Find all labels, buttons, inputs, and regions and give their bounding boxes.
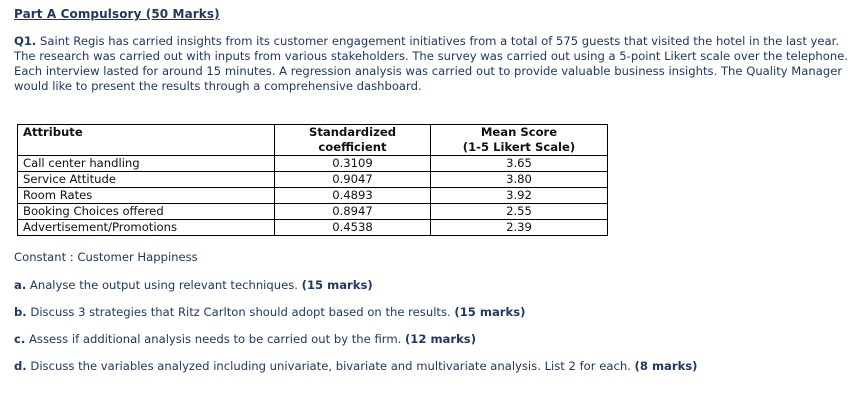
- cell-mean: 3.92: [431, 188, 608, 204]
- table-row: [18, 172, 608, 188]
- cell-mean: 3.80: [431, 172, 608, 188]
- cell-coefficient: 0.3109: [275, 156, 431, 172]
- cell-coefficient: 0.4893: [275, 188, 431, 204]
- cell-mean: 3.65: [431, 156, 608, 172]
- table-header-row: [18, 125, 608, 156]
- header-mean-score: Mean Score (1-5 Likert Scale): [431, 125, 608, 156]
- regression-results-table: [17, 124, 608, 236]
- cell-attribute: Advertisement/Promotions: [18, 220, 275, 236]
- subquestion-b: b. Discuss 3 strategies that Ritz Carlton should adopt based on the results. (15 marks): [14, 305, 526, 319]
- cell-attribute: Call center handling: [18, 156, 275, 172]
- cell-mean: 2.55: [431, 204, 608, 220]
- cell-coefficient: 0.8947: [275, 204, 431, 220]
- subquestion-c: c. Assess if additional analysis needs to be carried out by the firm. (12 marks): [14, 332, 477, 346]
- subquestion-a: a. Analyse the output using relevant techniques. (15 marks): [14, 278, 373, 292]
- table-row: [18, 220, 608, 236]
- subquestion-d: d. Discuss the variables analyzed including univariate, bivariate and multivariate analysis. List 2 for each. (8 marks): [14, 359, 698, 373]
- header-attribute: Attribute: [18, 125, 275, 156]
- table-row: [18, 204, 608, 220]
- header-standardized-coefficient: Standardized coefficient: [275, 125, 431, 156]
- question-paragraph: [14, 34, 859, 94]
- constant-note: Constant : Customer Happiness: [14, 250, 198, 264]
- cell-mean: 2.39: [431, 220, 608, 236]
- question-text: Saint Regis has carried insights from its customer engagement initiatives from a total of 575 guests that visited the hotel in the last year. The research was carried out with inputs from various stakeholders. The survey was carried out using a 5-point Likert scale over the telephone. Each interview lasted for around 15 minutes. A regression analysis was carried out to provide valuable business insights. The Quality Manager would like to present the results through a comprehensive dashboard.: [14, 34, 849, 93]
- section-heading: Part A Compulsory (50 Marks): [14, 7, 220, 21]
- question-label: Q1.: [14, 34, 37, 48]
- cell-coefficient: 0.9047: [275, 172, 431, 188]
- table-row: [18, 188, 608, 204]
- cell-attribute: Service Attitude: [18, 172, 275, 188]
- cell-attribute: Booking Choices offered: [18, 204, 275, 220]
- table-row: [18, 156, 608, 172]
- cell-attribute: Room Rates: [18, 188, 275, 204]
- cell-coefficient: 0.4538: [275, 220, 431, 236]
